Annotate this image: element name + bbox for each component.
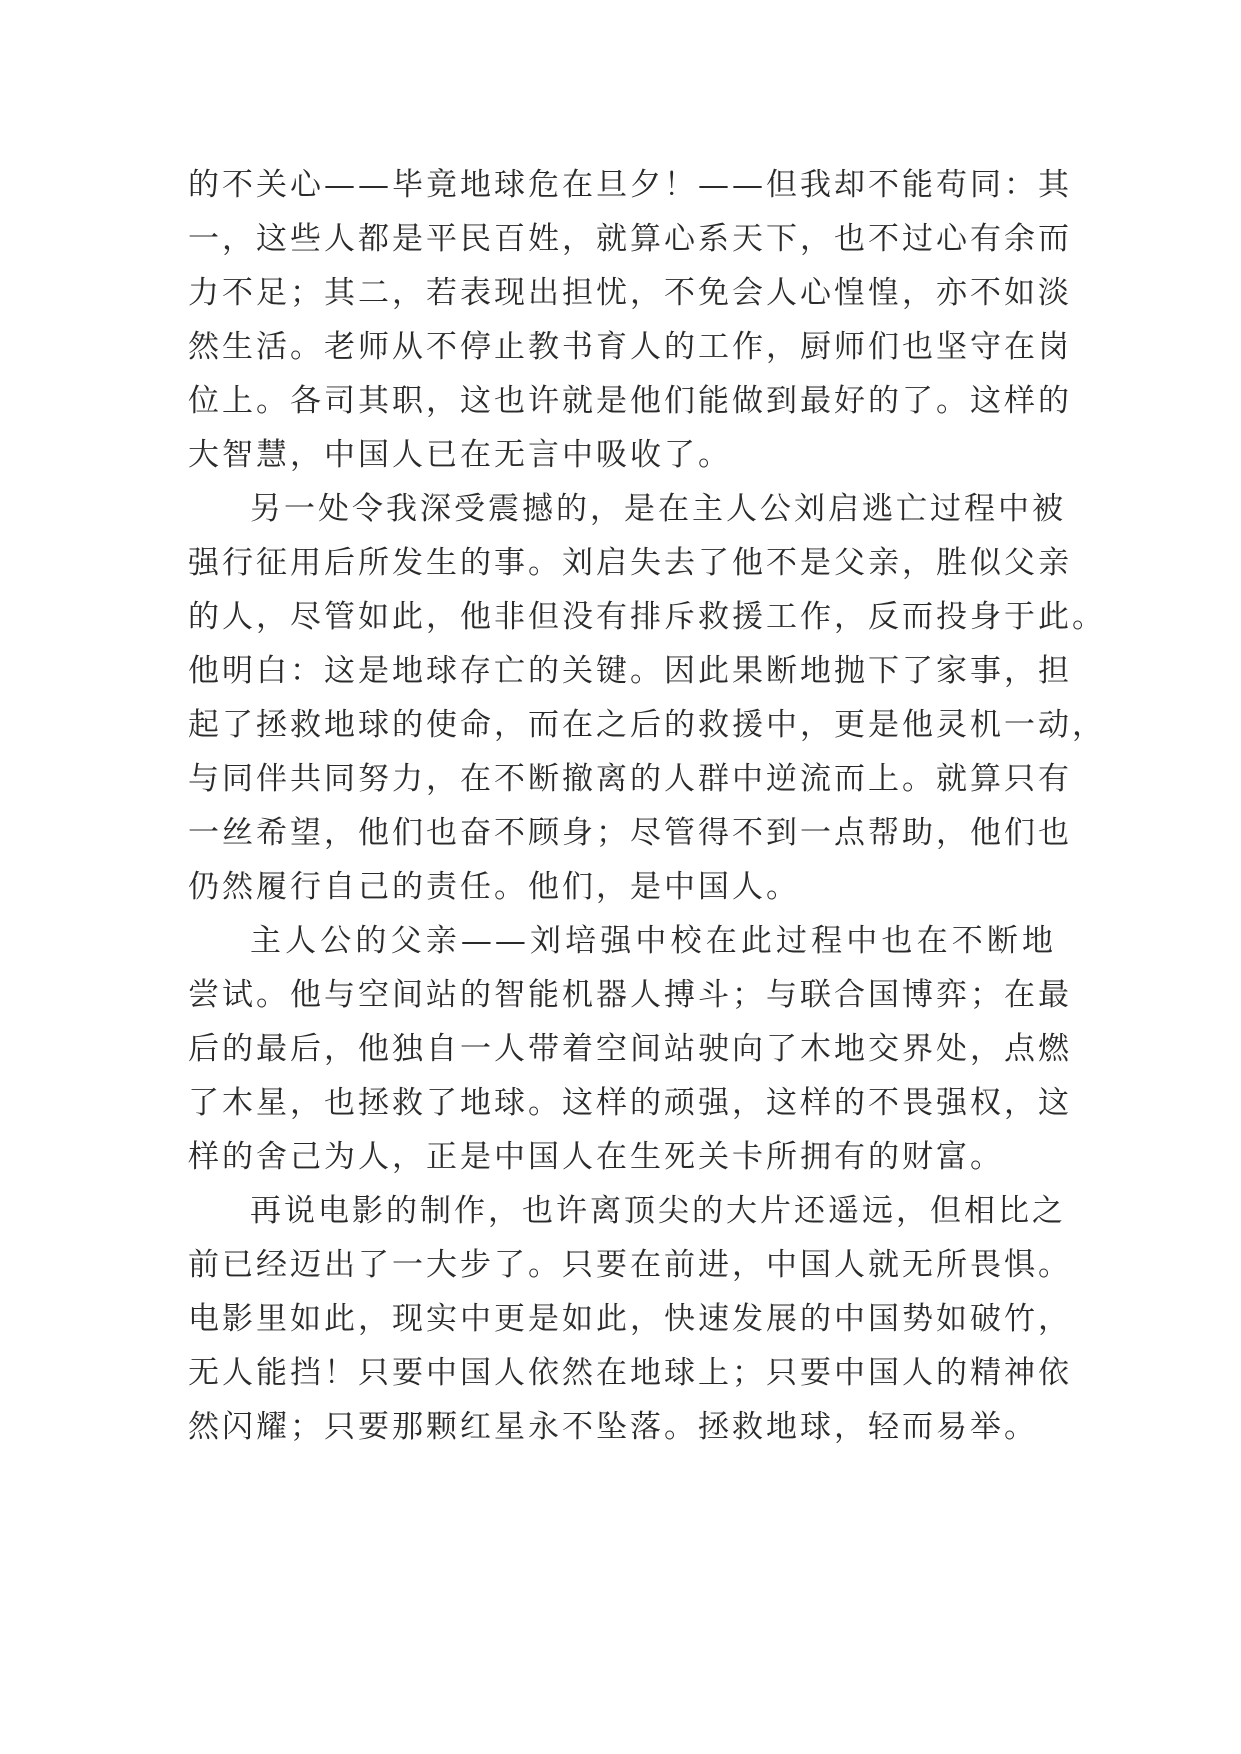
text-line: 起了拯救地球的使命，而在之后的救援中，更是他灵机一动， xyxy=(188,707,1106,743)
paragraph-2 xyxy=(188,482,1106,914)
text-line: 力不足；其二，若表现出担忧，不免会人心惶惶，亦不如淡 xyxy=(188,275,1072,311)
text-line: 另一处令我深受震撼的，是在主人公刘启逃亡过程中被 xyxy=(250,491,1066,527)
text-line: 他明白：这是地球存亡的关键。因此果断地抛下了家事，担 xyxy=(188,653,1072,689)
text-line: 的不关心——毕竟地球危在旦夕！——但我却不能苟同：其 xyxy=(188,167,1072,203)
text-line: 主人公的父亲——刘培强中校在此过程中也在不断地 xyxy=(250,923,1056,959)
paragraph-4 xyxy=(188,1184,1072,1454)
text-line: 前已经迈出了一大步了。只要在前进，中国人就无所畏惧。 xyxy=(188,1247,1072,1283)
text-line: 仍然履行自己的责任。他们，是中国人。 xyxy=(188,869,800,905)
text-line: 然生活。老师从不停止教书育人的工作，厨师们也坚守在岗 xyxy=(188,329,1072,365)
text-line: 然闪耀；只要那颗红星永不坠落。拯救地球，轻而易举。 xyxy=(188,1409,1038,1445)
text-line: 强行征用后所发生的事。刘启失去了他不是父亲，胜似父亲 xyxy=(188,545,1072,581)
text-line: 样的舍己为人，正是中国人在生死关卡所拥有的财富。 xyxy=(188,1139,1004,1175)
text-line: 一丝希望，他们也奋不顾身；尽管得不到一点帮助，他们也 xyxy=(188,815,1072,851)
text-line: 一，这些人都是平民百姓，就算心系天下，也不过心有余而 xyxy=(188,221,1072,257)
text-line: 尝试。他与空间站的智能机器人搏斗；与联合国博弈；在最 xyxy=(188,977,1072,1013)
text-line: 与同伴共同努力，在不断撤离的人群中逆流而上。就算只有 xyxy=(188,761,1072,797)
text-line: 后的最后，他独自一人带着空间站驶向了木地交界处，点燃 xyxy=(188,1031,1072,1067)
text-line: 位上。各司其职，这也许就是他们能做到最好的了。这样的 xyxy=(188,383,1072,419)
text-line: 无人能挡！只要中国人依然在地球上；只要中国人的精神依 xyxy=(188,1355,1072,1391)
text-line: 了木星，也拯救了地球。这样的顽强，这样的不畏强权，这 xyxy=(188,1085,1072,1121)
text-line: 再说电影的制作，也许离顶尖的大片还遥远，但相比之 xyxy=(250,1193,1066,1229)
article-body xyxy=(188,158,1106,1454)
text-line: 的人，尽管如此，他非但没有排斥救援工作，反而投身于此。 xyxy=(188,599,1106,635)
paragraph-1 xyxy=(188,158,1072,482)
text-line: 大智慧，中国人已在无言中吸收了。 xyxy=(188,437,732,473)
text-line: 电影里如此，现实中更是如此，快速发展的中国势如破竹， xyxy=(188,1301,1072,1337)
paragraph-3 xyxy=(188,914,1072,1184)
